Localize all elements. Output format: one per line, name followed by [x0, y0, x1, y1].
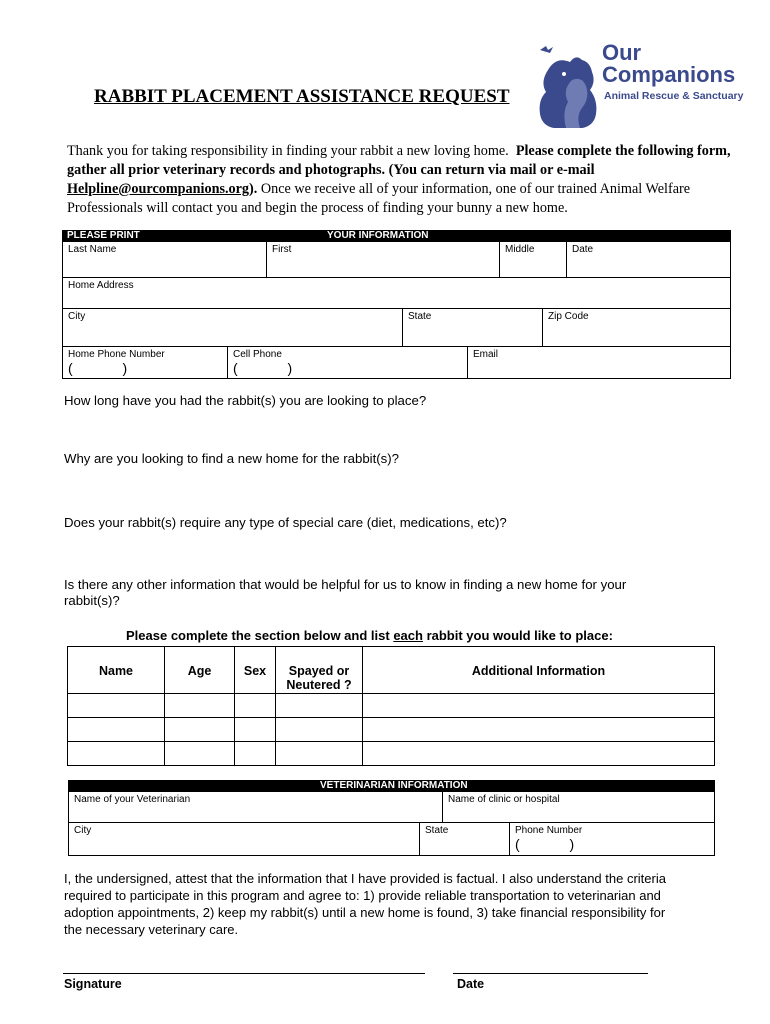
vet-info-title: VETERINARIAN INFORMATION — [320, 780, 468, 791]
home-address-label: Home Address — [68, 280, 134, 291]
intro-text-3: ). — [249, 181, 258, 197]
cell-phone-parens: ( ) — [233, 360, 294, 376]
rabbit-table — [67, 646, 715, 766]
table-row[interactable] — [68, 694, 715, 718]
first-name-field[interactable] — [266, 242, 500, 278]
question-how-long: How long have you had the rabbit(s) you are looking to place? — [64, 393, 427, 408]
col-name-header: Name — [68, 647, 165, 694]
col-info-header: Additional Information — [363, 647, 715, 694]
vet-phone-field[interactable] — [509, 822, 715, 856]
col-sex-header: Sex — [235, 647, 276, 694]
animal-silhouette-icon — [530, 40, 610, 135]
home-address-field[interactable] — [62, 277, 731, 309]
signature-label: Signature — [64, 977, 122, 991]
logo — [530, 40, 755, 135]
clinic-name-field[interactable] — [442, 792, 715, 823]
logo-line-1: Our — [602, 40, 642, 65]
clinic-name-label: Name of clinic or hospital — [448, 794, 560, 805]
instruction-text-pre: Please complete the section below and list — [126, 628, 394, 643]
rabbit-section-instruction — [126, 628, 613, 643]
signature-line[interactable] — [63, 973, 425, 974]
zip-code-label: Zip Code — [548, 311, 589, 322]
date-line[interactable] — [453, 973, 648, 974]
middle-name-label: Middle — [505, 244, 535, 255]
rabbit-table-header — [68, 647, 715, 694]
form-title: RABBIT PLACEMENT ASSISTANCE REQUEST — [94, 86, 510, 107]
question-special-care: Does your rabbit(s) require any type of special care (diet, medications, etc)? — [64, 515, 507, 530]
please-print-label: PLEASE PRINT — [67, 230, 140, 241]
vet-city-label: City — [74, 825, 92, 836]
cell-phone-field[interactable] — [227, 346, 468, 379]
vet-state-label: State — [425, 825, 449, 836]
col-age-header: Age — [165, 647, 235, 694]
question-why: Why are you looking to find a new home for the rabbit(s)? — [64, 451, 399, 466]
vet-city-field[interactable] — [68, 822, 420, 856]
first-name-label: First — [272, 244, 292, 255]
your-info-header-bar — [62, 230, 731, 242]
vet-phone-label: Phone Number — [515, 825, 583, 836]
helpline-email-link[interactable]: Helpline@ourcompanions.org — [67, 181, 250, 197]
vet-name-field[interactable] — [68, 792, 443, 823]
intro-text-1: Thank you for taking responsibility in finding your rabbit a new loving home. — [67, 143, 509, 159]
col-spayed-header: Spayed or Neutered ? — [276, 647, 363, 694]
table-row[interactable] — [68, 742, 715, 766]
state-field[interactable] — [402, 308, 543, 347]
logo-tagline: Animal Rescue & Sanctuary — [604, 90, 744, 102]
instruction-each: each — [393, 628, 423, 643]
table-row[interactable] — [68, 718, 715, 742]
city-label: City — [68, 311, 86, 322]
your-info-title: YOUR INFORMATION — [327, 230, 429, 241]
last-name-label: Last Name — [68, 244, 117, 255]
middle-name-field[interactable] — [499, 242, 567, 278]
attestation-paragraph: I, the undersigned, attest that the information that I have provided is factual. I also understand the criteria required to participate in this program and agree to: 1) provide reliable transportation to veterinarian and adoption appointments, 2) keep my rabbit(s) until a new home is found, 3) take financial responsibility for the necessary veterinary care. — [64, 871, 666, 937]
date-label: Date — [572, 244, 594, 255]
state-label: State — [408, 311, 432, 322]
cell-phone-label: Cell Phone — [233, 349, 282, 360]
intro-text-2: Please complete the following form, gather all prior veterinary records and photographs. (You can return via mail or e-mail — [67, 143, 731, 178]
instruction-text-post: rabbit you would like to place: — [422, 628, 613, 643]
intro-text-4: Once we receive all of your information, one of our trained Animal Welfare Professionals will contact you and begin the process of finding your bunny a new home. — [67, 181, 691, 216]
logo-line-2: Companions — [602, 62, 736, 87]
vet-name-label: Name of your Veterinarian — [74, 794, 191, 805]
question-other-info: Is there any other information that would be helpful for us to know in finding a new home for your rabbit(s)? — [64, 577, 627, 608]
intro-paragraph — [67, 142, 737, 218]
zip-code-field[interactable] — [542, 308, 731, 347]
email-field[interactable] — [467, 346, 731, 379]
email-label: Email — [473, 349, 499, 360]
home-phone-parens: ( ) — [68, 360, 129, 376]
vet-phone-parens: ( ) — [515, 836, 576, 852]
vet-state-field[interactable] — [419, 822, 510, 856]
city-field[interactable] — [62, 308, 403, 347]
home-phone-label: Home Phone Number — [68, 349, 165, 360]
date-field[interactable] — [566, 242, 731, 278]
vet-info-header-bar — [68, 780, 715, 792]
home-phone-field[interactable] — [62, 346, 228, 379]
signature-date-label: Date — [457, 977, 485, 991]
last-name-field[interactable] — [62, 242, 267, 278]
